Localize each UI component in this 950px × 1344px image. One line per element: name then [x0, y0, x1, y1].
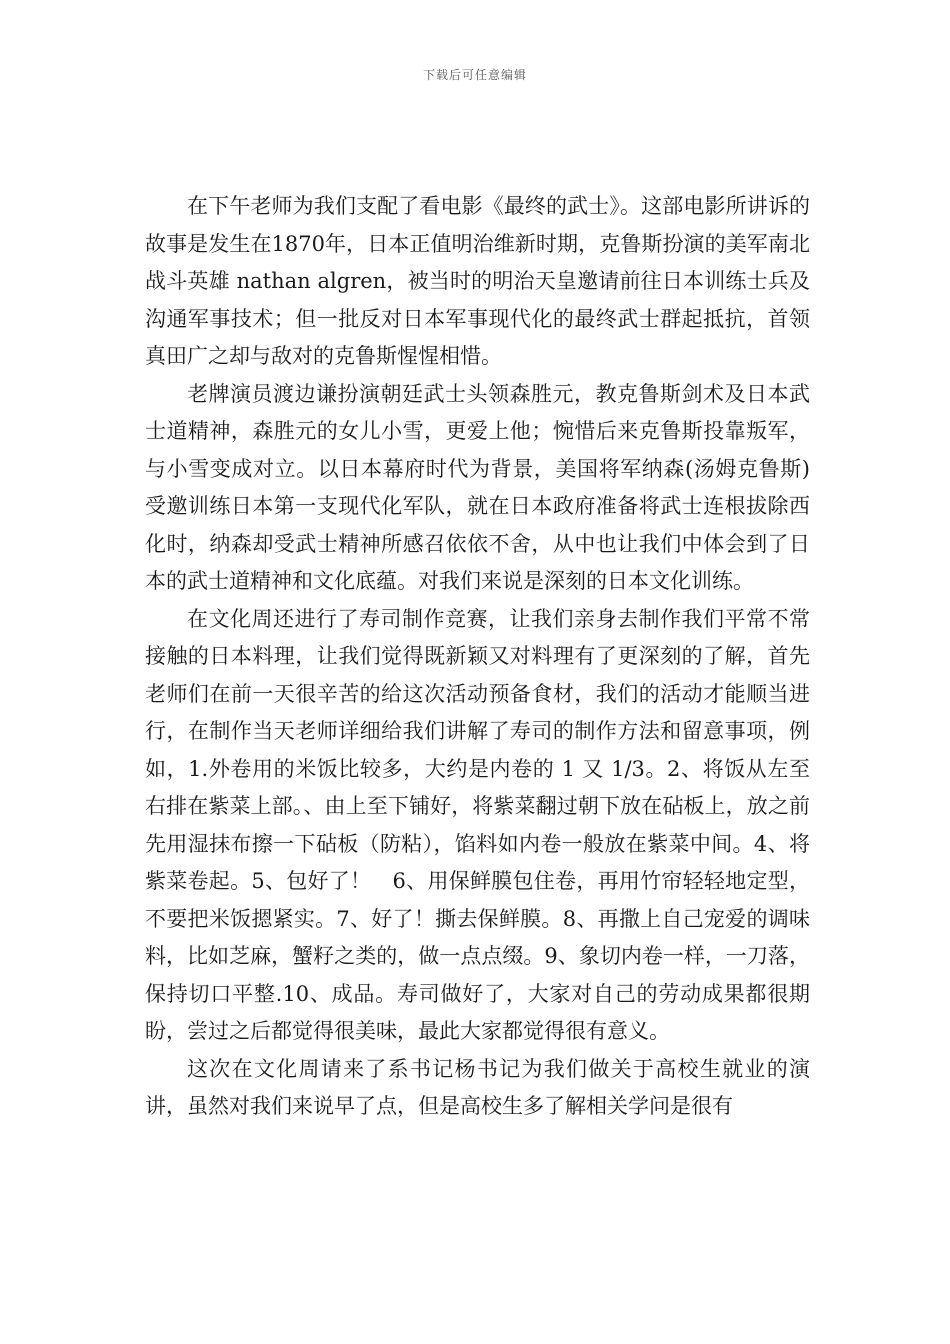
paragraph-4: 这次在文化周请来了系书记杨书记为我们做关于高校生就业的演讲，虽然对我们来说早了点，但是高校生多了解相关学问是很有 — [145, 1056, 810, 1118]
paragraph-1: 在下午老师为我们支配了看电影《最终的武士》。这部电影所讲诉的故事是发生在1870年，日本正值明治维新时期，克鲁斯扮演的美军南北战斗英雄 nathan algren，被当时的明治天皇邀请前往日本训练士兵及沟通军事技术；但一批反对日本军事现代化的最终武士群起抵抗，首领真田广之却与敌对的克鲁斯惺惺相惜。 — [145, 194, 810, 368]
paragraph-3: 在文化周还进行了寿司制作竞赛，让我们亲身去制作我们平常不常接触的日本料理，让我们觉得既新颖又对料理有了更深刻的了解，首先老师们在前一天很辛苦的给这次活动预备食材，我们的活动才能顺当进行，在制作当天老师详细给我们讲解了寿司的制作方法和留意事项，例如，1.外卷用的米饭比较多，大约是内卷的 1 又 1/3。2、将饭从左至右排在紫菜上部。、由上至下铺好，将紫菜翻过朝下放在砧板上，放之前先用湿抹布擦一下砧板（防粘），馅料如内卷一般放在紫菜中间。4、将紫菜卷起。5、包好了！ 6、用保鲜膜包住卷，再用竹帘轻轻地定型，不要把米饭摁紧实。7、好了！撕去保鲜膜。8、再撒上自己宠爱的调味料，比如芝麻，蟹籽之类的，做一点点缀。9、象切内卷一样，一刀落，保持切口平整.10、成品。寿司做好了，大家对自己的劳动成果都很期盼，尝过之后都觉得很美味，最此大家都觉得很有意义。 — [145, 606, 810, 1043]
paragraph-2: 老牌演员渡边谦扮演朝廷武士头领森胜元，教克鲁斯剑术及日本武士道精神，森胜元的女儿小雪，更爱上他；惋惜后来克鲁斯投靠叛军，与小雪变成对立。以日本幕府时代为背景，美国将军纳森(汤姆克鲁斯)受邀训练日本第一支现代化军队，就在日本政府准备将武士连根拔除西化时，纳森却受武士精神所感召依依不舍，从中也让我们中体会到了日本的武士道精神和文化底蕴。对我们来说是深刻的日本文化训练。 — [145, 381, 810, 593]
header-note: 下载后可任意编辑 — [422, 68, 527, 82]
document-body — [145, 188, 810, 1126]
